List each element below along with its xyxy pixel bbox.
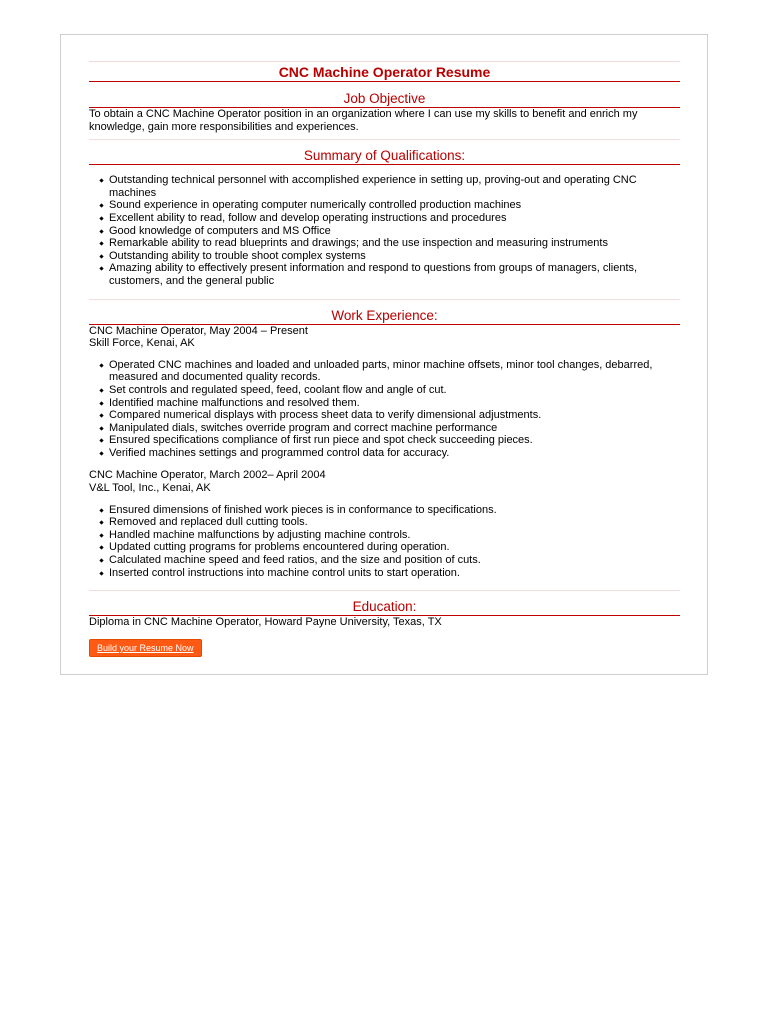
list-item: Verified machines settings and programmed control data for accuracy. (100, 447, 680, 460)
list-item: Remarkable ability to read blueprints and drawings; and the use inspection and measuring instruments (100, 237, 680, 250)
list-item: Set controls and regulated speed, feed, coolant flow and angle of cut. (100, 384, 680, 397)
list-item: Amazing ability to effectively present information and respond to questions from groups of managers, clients, customers, and the general public (100, 262, 680, 287)
objective-text: To obtain a CNC Machine Operator position in an organization where I can use my skills to benefit and enrich my knowledge, gain more responsibilities and experiences. (89, 108, 638, 133)
job-company: Skill Force, Kenai, AK (89, 337, 195, 350)
list-item: Updated cutting programs for problems encountered during operation. (100, 541, 680, 554)
resume-page (60, 34, 708, 675)
build-resume-button[interactable]: Build your Resume Now (89, 639, 202, 657)
qualifications-heading: Summary of Qualifications: (89, 148, 680, 165)
job-duties-list (89, 359, 680, 460)
list-item: Ensured specifications compliance of first run piece and spot check succeeding pieces. (100, 434, 680, 447)
job-title-dates: CNC Machine Operator, March 2002– April 2004 (89, 469, 326, 482)
job-duties-list (89, 504, 680, 580)
list-item: Compared numerical displays with process sheet data to verify dimensional adjustments. (100, 409, 680, 422)
list-item: Manipulated dials, switches override program and correct machine performance (100, 422, 680, 435)
divider (89, 299, 680, 300)
list-item: Good knowledge of computers and MS Office (100, 225, 680, 238)
list-item: Handled machine malfunctions by adjusting machine controls. (100, 529, 680, 542)
job-title-dates: CNC Machine Operator, May 2004 – Present (89, 324, 308, 337)
job-company: V&L Tool, Inc., Kenai, AK (89, 482, 211, 495)
resume-title: CNC Machine Operator Resume (89, 62, 680, 82)
list-item: Calculated machine speed and feed ratios, and the size and position of cuts. (100, 554, 680, 567)
list-item: Ensured dimensions of finished work pieces is in conformance to specifications. (100, 504, 680, 517)
list-item: Outstanding technical personnel with accomplished experience in setting up, proving-out and operating CNC machines (100, 174, 680, 199)
list-item: Removed and replaced dull cutting tools. (100, 516, 680, 529)
education-heading: Education: (89, 599, 680, 616)
experience-heading: Work Experience: (89, 308, 680, 325)
objective-heading: Job Objective (89, 91, 680, 108)
job-entry (89, 325, 680, 460)
divider (89, 139, 680, 140)
list-item: Inserted control instructions into machine control units to start operation. (100, 567, 680, 580)
list-item: Sound experience in operating computer numerically controlled production machines (100, 199, 680, 212)
resume-content (89, 61, 680, 657)
divider (89, 590, 680, 591)
education-text: Diploma in CNC Machine Operator, Howard Payne University, Texas, TX (89, 616, 442, 629)
list-item: Identified machine malfunctions and resolved them. (100, 397, 680, 410)
qualifications-list (89, 174, 680, 287)
list-item: Outstanding ability to trouble shoot complex systems (100, 250, 680, 263)
list-item: Excellent ability to read, follow and develop operating instructions and procedures (100, 212, 680, 225)
job-entry (89, 469, 680, 579)
list-item: Operated CNC machines and loaded and unloaded parts, minor machine offsets, minor tool changes, debarred, measured and documented quality records. (100, 359, 680, 384)
